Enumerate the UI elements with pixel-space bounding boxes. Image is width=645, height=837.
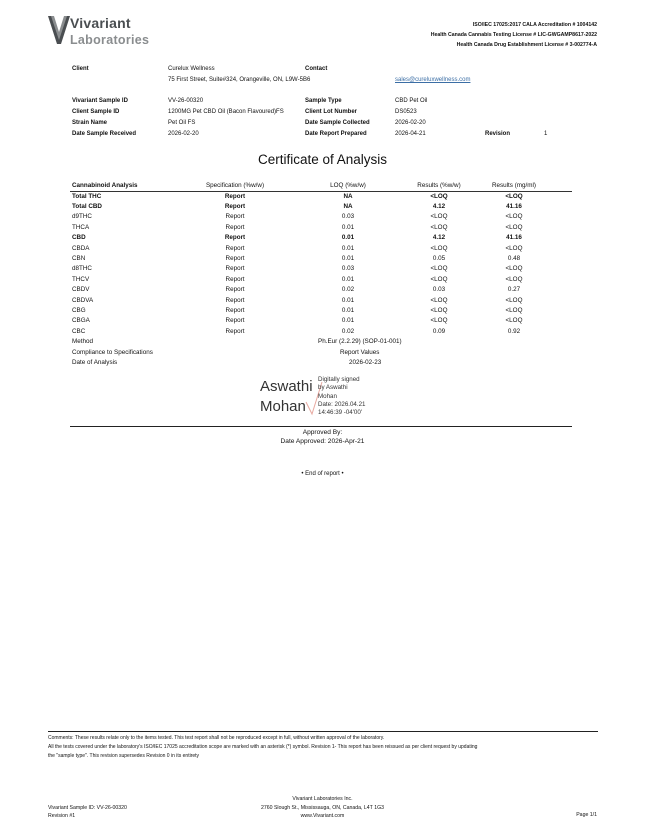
revision-number: 1 bbox=[544, 131, 548, 137]
logo-v-mark-icon bbox=[48, 14, 70, 48]
result-pct: <LOQ bbox=[430, 275, 448, 283]
analyte-name: CBGA bbox=[72, 317, 90, 325]
result-mg: <LOQ bbox=[505, 265, 523, 273]
strain-name: Pet Oil FS bbox=[168, 120, 196, 126]
strain-label: Strain Name bbox=[72, 120, 108, 126]
result-mg: 41.16 bbox=[506, 202, 522, 210]
sample-id: VV-26-00320 bbox=[168, 98, 204, 104]
result-mg: <LOQ bbox=[505, 192, 523, 200]
analyte-name: d9THC bbox=[72, 213, 92, 221]
table-row bbox=[70, 285, 572, 295]
table-row bbox=[70, 327, 572, 337]
analyte-name: CBD bbox=[72, 234, 86, 242]
result-pct: 0.03 bbox=[432, 286, 446, 294]
analyte-name: CBN bbox=[72, 254, 86, 262]
signature-line: 14:46:39 -04'00' bbox=[318, 409, 362, 417]
contact-label: Contact bbox=[305, 66, 328, 72]
method-label: Method bbox=[72, 338, 94, 345]
spec-value: Report bbox=[225, 296, 245, 304]
spec-value: Report bbox=[225, 254, 245, 262]
table-row bbox=[70, 275, 572, 285]
digital-signature bbox=[260, 374, 430, 424]
table-row bbox=[70, 296, 572, 306]
loq-value: 0.01 bbox=[341, 296, 355, 304]
analyte-name: THCA bbox=[72, 223, 90, 231]
table-row bbox=[70, 264, 572, 274]
footer-sample-id: Vivariant Sample ID: VV-26-00320 bbox=[48, 805, 127, 811]
received-label: Date Sample Received bbox=[72, 131, 137, 137]
signature-details bbox=[318, 376, 365, 417]
table-row bbox=[70, 223, 572, 233]
date-received: 2026-02-20 bbox=[168, 131, 199, 137]
page-title: Certificate of Analysis bbox=[257, 152, 388, 167]
loq-value: 0.03 bbox=[341, 265, 355, 273]
date-analysis-value: 2026-02-23 bbox=[349, 359, 382, 366]
spec-value: Report bbox=[224, 202, 246, 210]
result-mg: <LOQ bbox=[505, 275, 523, 283]
result-pct: <LOQ bbox=[430, 265, 448, 273]
result-mg: <LOQ bbox=[505, 306, 523, 314]
compliance-label: Compliance to Specifications bbox=[72, 348, 153, 356]
result-mg: 0.27 bbox=[507, 286, 521, 294]
sample-type-label: Sample Type bbox=[305, 98, 342, 104]
result-mg: 0.92 bbox=[507, 327, 521, 335]
analyte-name: CBDA bbox=[72, 244, 90, 252]
company-logo bbox=[48, 14, 168, 50]
result-pct: <LOQ bbox=[430, 244, 448, 252]
header-results-pct: Results (%w/w) bbox=[417, 182, 461, 189]
header-spec: Specification (%w/w) bbox=[205, 182, 265, 189]
revision-label: Revision bbox=[485, 131, 511, 137]
collected-label: Date Sample Collected bbox=[305, 120, 370, 126]
client-name: Curelux Wellness bbox=[168, 66, 215, 72]
logo-name: Vivariant bbox=[70, 15, 131, 31]
header-loq: LOQ (%w/w) bbox=[330, 182, 366, 189]
method-row bbox=[70, 337, 572, 347]
spec-value: Report bbox=[224, 234, 246, 242]
result-mg: <LOQ bbox=[505, 244, 523, 252]
spec-value: Report bbox=[225, 306, 245, 314]
loq-value: 0.01 bbox=[341, 254, 355, 262]
accreditation-block bbox=[297, 20, 597, 50]
result-pct: <LOQ bbox=[430, 296, 448, 304]
spec-value: Report bbox=[225, 286, 245, 294]
loq-value: 0.03 bbox=[341, 213, 355, 221]
client-address: 75 First Street, Suite#324, Orangeville, ON, L9W-5B6 bbox=[168, 77, 311, 83]
table-row bbox=[70, 202, 572, 212]
signature-first-name: Aswathi bbox=[260, 378, 313, 395]
loq-value: 0.01 bbox=[341, 317, 355, 325]
date-approved: Date Approved: 2026-Apr-21 bbox=[280, 438, 365, 445]
table-row bbox=[70, 254, 572, 264]
result-pct: <LOQ bbox=[430, 317, 448, 325]
client-label: Client bbox=[72, 66, 89, 72]
table-row bbox=[70, 316, 572, 326]
table-row bbox=[70, 244, 572, 254]
loq-value: NA bbox=[343, 192, 353, 200]
table-row bbox=[70, 212, 572, 222]
compliance-row bbox=[70, 348, 572, 358]
approval-block bbox=[0, 428, 645, 446]
signature-line: Mohan bbox=[318, 392, 337, 400]
comment-line: the "sample type". This revision supersedes Revision 0 in its entirety bbox=[48, 753, 200, 759]
lot-number: DS0523 bbox=[395, 109, 417, 115]
accreditation-line: Health Canada Cannabis Testing License # LIC-GWGAMP8617-2022 bbox=[430, 32, 597, 38]
result-mg: <LOQ bbox=[505, 317, 523, 325]
analyte-name: CBDVA bbox=[72, 296, 94, 304]
signature-last-name: Mohan bbox=[260, 398, 306, 415]
prepared-label: Date Report Prepared bbox=[305, 131, 367, 137]
date-analysis-row bbox=[70, 358, 572, 368]
date-analysis-label: Date of Analysis bbox=[72, 359, 118, 366]
comment-line: All the tests covered under the laboratory's ISO/IEC 17025 accreditation scope are marked with an asterisk (*) symbol. Revision 1- This report has been reissued as per client request by updating bbox=[48, 744, 478, 750]
method-value: Ph.Eur (2.2.29) (SOP-01-001) bbox=[318, 338, 402, 345]
comment-line: Comments: These results relate only to the items tested. This test report shall not be reproduced except in full, without written approval of the laboratory. bbox=[48, 735, 385, 741]
result-mg: <LOQ bbox=[505, 296, 523, 304]
compliance-value: Report Values bbox=[340, 348, 380, 356]
sample-type: CBD Pet Oil bbox=[395, 98, 428, 104]
client-sample-id-label: Client Sample ID bbox=[72, 109, 120, 115]
result-pct: 0.09 bbox=[432, 327, 446, 335]
loq-value: 0.01 bbox=[341, 275, 355, 283]
table-row bbox=[70, 306, 572, 316]
loq-value: 0.01 bbox=[341, 234, 355, 242]
client-sample-id: 1200MG Pet CBD Oil (Bacon Flavoured)FS bbox=[168, 109, 284, 115]
footer-company: Vivariant Laboratories Inc. bbox=[292, 796, 353, 802]
spec-value: Report bbox=[225, 317, 245, 325]
approved-by: Approved By: bbox=[302, 429, 343, 436]
loq-value: 0.02 bbox=[341, 286, 355, 294]
signature-line: Digitally signed bbox=[318, 376, 360, 383]
signature-divider bbox=[70, 426, 572, 427]
end-of-report: • End of report • bbox=[301, 471, 344, 477]
lot-label: Client Lot Number bbox=[305, 109, 357, 115]
footer-website: www.Vivariant.com bbox=[300, 813, 345, 819]
accreditation-line: ISO/IEC 17025:2017 CALA Accreditation # 1004142 bbox=[472, 22, 597, 28]
spec-value: Report bbox=[225, 244, 245, 252]
spec-value: Report bbox=[224, 192, 246, 200]
contact-email-link[interactable]: sales@cureluxwellness.com bbox=[395, 77, 471, 83]
loq-value: 0.01 bbox=[341, 306, 355, 314]
spec-value: Report bbox=[225, 327, 245, 335]
loq-value: NA bbox=[343, 202, 353, 210]
page-number: Page 1/1 bbox=[576, 812, 597, 818]
result-pct: 4.12 bbox=[432, 234, 446, 242]
analyte-name: CBC bbox=[72, 327, 86, 335]
analyte-name: THCV bbox=[72, 275, 90, 283]
result-pct: <LOQ bbox=[430, 223, 448, 231]
result-pct: 4.12 bbox=[432, 202, 446, 210]
result-mg: 0.48 bbox=[507, 254, 521, 262]
analyte-name: Total CBD bbox=[72, 202, 102, 210]
table-row bbox=[70, 192, 572, 202]
logo-subname: Laboratories bbox=[70, 33, 150, 47]
footer-revision: Revision #1 bbox=[48, 813, 76, 819]
analyte-name: d8THC bbox=[72, 265, 92, 273]
signature-line: by Aswathi bbox=[318, 384, 348, 392]
comments-block bbox=[48, 731, 598, 761]
spec-value: Report bbox=[225, 265, 245, 273]
loq-value: 0.01 bbox=[341, 223, 355, 231]
header-analysis: Cannabinoid Analysis bbox=[72, 182, 138, 189]
accreditation-line: Health Canada Drug Establishment License # 3-002774-A bbox=[456, 42, 597, 48]
date-prepared: 2026-04-21 bbox=[395, 131, 426, 137]
spec-value: Report bbox=[225, 213, 245, 221]
spec-value: Report bbox=[225, 223, 245, 231]
result-mg: 41.16 bbox=[506, 234, 522, 242]
result-pct: <LOQ bbox=[430, 213, 448, 221]
footer-street: 2760 Slough St., Mississauga, ON, Canada, L4T 1G3 bbox=[260, 804, 385, 811]
table-header bbox=[70, 181, 572, 192]
result-pct: 0.05 bbox=[432, 254, 446, 262]
analyte-name: CBDV bbox=[72, 286, 90, 294]
date-collected: 2026-02-20 bbox=[395, 120, 426, 126]
loq-value: 0.02 bbox=[341, 327, 355, 335]
sample-id-label: Vivariant Sample ID bbox=[72, 98, 128, 104]
table-row bbox=[70, 233, 572, 243]
header-results-mg: Results (mg/ml) bbox=[491, 182, 537, 189]
spec-value: Report bbox=[225, 275, 245, 283]
result-pct: <LOQ bbox=[430, 192, 448, 200]
signature-line: Date: 2026.04.21 bbox=[318, 400, 366, 408]
analyte-name: Total THC bbox=[72, 192, 102, 200]
result-mg: <LOQ bbox=[505, 213, 523, 221]
footer-address bbox=[0, 795, 645, 821]
analyte-name: CBG bbox=[72, 306, 86, 314]
result-pct: <LOQ bbox=[430, 306, 448, 314]
result-mg: <LOQ bbox=[505, 223, 523, 231]
loq-value: 0.01 bbox=[341, 244, 355, 252]
